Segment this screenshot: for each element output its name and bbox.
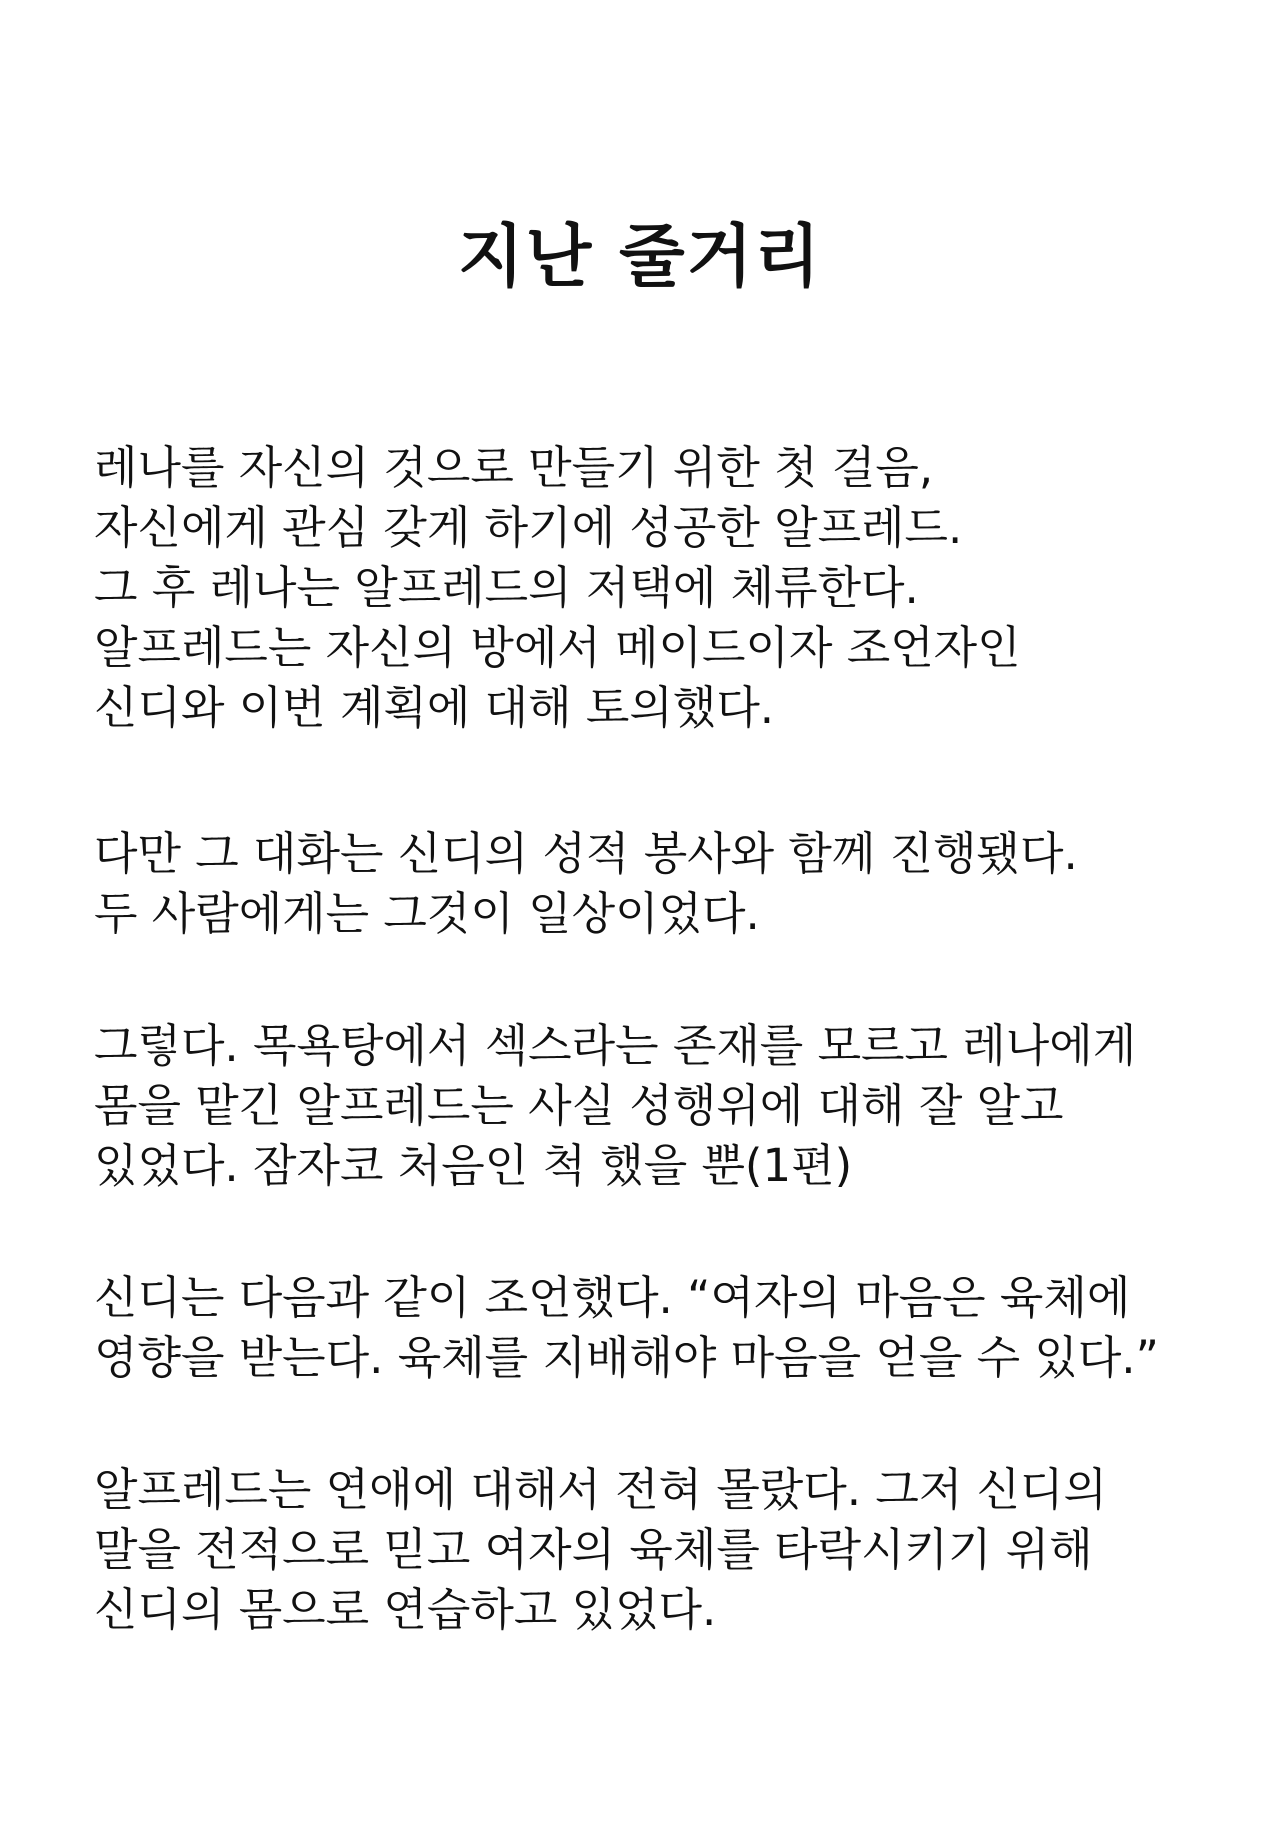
paragraph-5 bbox=[94, 1460, 1244, 1640]
paragraph-1 bbox=[94, 438, 1244, 738]
paragraph-4 bbox=[94, 1268, 1244, 1388]
text-line: 신디의 몸으로 연습하고 있었다. bbox=[94, 1583, 717, 1636]
page-title: 지난 줄거리 bbox=[457, 218, 823, 297]
text-line: 신디와 이번 계획에 대해 토의했다. bbox=[94, 681, 775, 734]
text-line: 레나를 자신의 것으로 만들기 위한 첫 걸음, bbox=[94, 441, 934, 494]
text-line: 알프레드는 연애에 대해서 전혀 몰랐다. 그저 신디의 bbox=[94, 1463, 1108, 1516]
text-line: 몸을 맡긴 알프레드는 사실 성행위에 대해 잘 알고 bbox=[94, 1079, 1064, 1132]
paragraph-2 bbox=[94, 824, 1244, 944]
text-line: 신디는 다음과 같이 조언했다. “여자의 마음은 육체에 bbox=[94, 1271, 1131, 1324]
paragraph-3 bbox=[94, 1016, 1244, 1196]
text-line: 자신에게 관심 갖게 하기에 성공한 알프레드. bbox=[94, 501, 963, 554]
text-line: 말을 전적으로 믿고 여자의 육체를 타락시키기 위해 bbox=[94, 1523, 1093, 1576]
text-line: 있었다. 잠자코 처음인 척 했을 뿐(1편) bbox=[94, 1139, 853, 1192]
text-line: 다만 그 대화는 신디의 성적 봉사와 함께 진행됐다. bbox=[94, 827, 1078, 880]
text-line: 두 사람에게는 그것이 일상이었다. bbox=[94, 887, 760, 940]
text-line: 영향을 받는다. 육체를 지배해야 마음을 얻을 수 있다.” bbox=[94, 1331, 1159, 1384]
text-line: 그렇다. 목욕탕에서 섹스라는 존재를 모르고 레나에게 bbox=[94, 1019, 1137, 1072]
text-line: 알프레드는 자신의 방에서 메이드이자 조언자인 bbox=[94, 621, 1021, 674]
text-line: 그 후 레나는 알프레드의 저택에 체류한다. bbox=[94, 561, 919, 614]
